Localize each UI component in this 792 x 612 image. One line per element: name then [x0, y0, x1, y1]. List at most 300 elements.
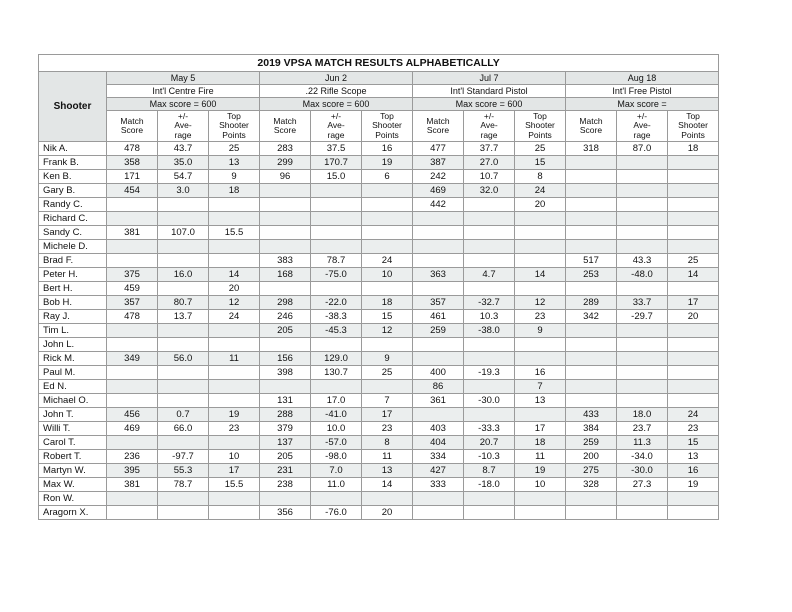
points-cell: 25 [362, 366, 413, 380]
points-cell: 15 [668, 436, 719, 450]
points-cell [362, 380, 413, 394]
match-score-cell: 342 [566, 310, 617, 324]
match-score-cell [260, 184, 311, 198]
table-row [39, 240, 719, 254]
average-diff-cell [617, 366, 668, 380]
match-score-cell [566, 324, 617, 338]
points-cell: 17 [362, 408, 413, 422]
points-cell: 17 [668, 296, 719, 310]
points-cell: 9 [515, 324, 566, 338]
match-score-cell [260, 198, 311, 212]
match-score-cell [107, 366, 158, 380]
match-score-cell: 375 [107, 268, 158, 282]
points-cell [668, 156, 719, 170]
points-cell [209, 380, 260, 394]
match-score-cell [107, 436, 158, 450]
points-cell: 18 [515, 436, 566, 450]
shooter-name: Nik A. [39, 142, 107, 156]
shooter-name: Martyn W. [39, 464, 107, 478]
points-cell: 10 [209, 450, 260, 464]
shooter-name: Rick M. [39, 352, 107, 366]
average-diff-cell [158, 212, 209, 226]
points-cell [362, 212, 413, 226]
match-score-cell [566, 198, 617, 212]
results-body [39, 142, 719, 520]
match-score-cell [260, 338, 311, 352]
points-cell: 13 [515, 394, 566, 408]
match-score-cell: 289 [566, 296, 617, 310]
average-diff-cell: 11.3 [617, 436, 668, 450]
average-diff-cell: -41.0 [311, 408, 362, 422]
points-cell: 6 [362, 170, 413, 184]
average-diff-cell [311, 492, 362, 506]
table-row [39, 142, 719, 156]
points-cell: 19 [515, 464, 566, 478]
points-cell [668, 366, 719, 380]
match-score-cell: 395 [107, 464, 158, 478]
match-score-cell [260, 282, 311, 296]
average-diff-cell: 8.7 [464, 464, 515, 478]
shooter-name: Frank B. [39, 156, 107, 170]
match-score-cell: 400 [413, 366, 464, 380]
average-diff-cell: 66.0 [158, 422, 209, 436]
average-diff-cell [617, 352, 668, 366]
table-row [39, 198, 719, 212]
match-score-cell [107, 394, 158, 408]
match-score-cell: 363 [413, 268, 464, 282]
average-diff-cell: 4.7 [464, 268, 515, 282]
points-cell: 18 [209, 184, 260, 198]
top-shooter-points-header: Top Shooter Points [668, 111, 719, 142]
match-score-cell [566, 394, 617, 408]
average-diff-cell [617, 380, 668, 394]
table-row [39, 170, 719, 184]
points-cell: 17 [515, 422, 566, 436]
points-cell [362, 338, 413, 352]
shooter-name: Aragorn X. [39, 506, 107, 520]
average-diff-cell: -29.7 [617, 310, 668, 324]
average-diff-cell: -30.0 [617, 464, 668, 478]
average-diff-cell [158, 254, 209, 268]
match-score-cell: 517 [566, 254, 617, 268]
table-row [39, 226, 719, 240]
points-cell [515, 240, 566, 254]
shooter-name: Willi T. [39, 422, 107, 436]
match-score-cell: 86 [413, 380, 464, 394]
match-score-cell: 333 [413, 478, 464, 492]
points-cell: 23 [362, 422, 413, 436]
match-score-cell: 459 [107, 282, 158, 296]
average-diff-cell: 170.7 [311, 156, 362, 170]
average-diff-cell: 16.0 [158, 268, 209, 282]
average-diff-cell: 54.7 [158, 170, 209, 184]
match-score-cell: 328 [566, 478, 617, 492]
table-row [39, 464, 719, 478]
points-cell: 20 [362, 506, 413, 520]
match-score-cell: 231 [260, 464, 311, 478]
average-diff-cell [617, 282, 668, 296]
average-diff-cell: 129.0 [311, 352, 362, 366]
average-diff-cell [464, 338, 515, 352]
average-diff-cell [617, 170, 668, 184]
match-score-cell [107, 492, 158, 506]
top-shooter-points-header: Top Shooter Points [209, 111, 260, 142]
match-score-cell: 238 [260, 478, 311, 492]
average-diff-cell: 27.3 [617, 478, 668, 492]
match-score-cell: 283 [260, 142, 311, 156]
match-event-header: Int'l Centre Fire [107, 85, 260, 98]
shooter-column-header: Shooter [39, 72, 107, 142]
average-diff-cell [617, 324, 668, 338]
match-score-cell [260, 212, 311, 226]
average-diff-cell: 10.7 [464, 170, 515, 184]
points-cell: 25 [209, 142, 260, 156]
table-row [39, 394, 719, 408]
match-score-cell [260, 380, 311, 394]
points-cell [362, 282, 413, 296]
match-score-cell [107, 254, 158, 268]
table-row [39, 478, 719, 492]
points-cell: 24 [515, 184, 566, 198]
average-diff-cell [617, 394, 668, 408]
points-cell: 23 [209, 422, 260, 436]
points-cell: 15 [362, 310, 413, 324]
average-diff-header: +/- Ave- rage [158, 111, 209, 142]
points-cell: 13 [668, 450, 719, 464]
average-diff-cell [464, 380, 515, 394]
average-diff-header: +/- Ave- rage [617, 111, 668, 142]
points-cell [515, 408, 566, 422]
shooter-name: Max W. [39, 478, 107, 492]
average-diff-cell: 15.0 [311, 170, 362, 184]
points-cell: 15.5 [209, 478, 260, 492]
match-score-cell: 96 [260, 170, 311, 184]
table-row [39, 450, 719, 464]
table-title: 2019 VPSA MATCH RESULTS ALPHABETICALLY [39, 55, 719, 72]
match-score-cell: 384 [566, 422, 617, 436]
points-cell [668, 352, 719, 366]
points-cell [362, 240, 413, 254]
points-cell: 7 [362, 394, 413, 408]
average-diff-cell: 20.7 [464, 436, 515, 450]
average-diff-cell [311, 198, 362, 212]
points-cell: 9 [209, 170, 260, 184]
average-diff-cell: -33.3 [464, 422, 515, 436]
shooter-name: Michael O. [39, 394, 107, 408]
average-diff-cell: 43.3 [617, 254, 668, 268]
table-row [39, 422, 719, 436]
average-diff-cell [464, 254, 515, 268]
match-score-cell: 469 [107, 422, 158, 436]
match-score-cell [260, 240, 311, 254]
match-score-cell: 156 [260, 352, 311, 366]
shooter-name: Ken B. [39, 170, 107, 184]
average-diff-cell [464, 198, 515, 212]
points-cell: 23 [515, 310, 566, 324]
average-diff-cell: 43.7 [158, 142, 209, 156]
average-diff-cell: 3.0 [158, 184, 209, 198]
shooter-name: Paul M. [39, 366, 107, 380]
points-cell [668, 226, 719, 240]
match-score-cell [107, 506, 158, 520]
points-cell [515, 338, 566, 352]
average-diff-cell [311, 282, 362, 296]
points-cell [209, 436, 260, 450]
results-table [38, 54, 719, 520]
points-cell: 24 [668, 408, 719, 422]
average-diff-cell: -97.7 [158, 450, 209, 464]
average-diff-cell [158, 380, 209, 394]
match-score-cell: 387 [413, 156, 464, 170]
points-cell: 16 [515, 366, 566, 380]
match-event-header: Int'l Free Pistol [566, 85, 719, 98]
match-score-cell [107, 240, 158, 254]
points-cell: 11 [209, 352, 260, 366]
shooter-name: Ray J. [39, 310, 107, 324]
match-date-header: May 5 [107, 72, 260, 85]
average-diff-cell [617, 212, 668, 226]
match-score-cell: 433 [566, 408, 617, 422]
match-score-cell: 357 [413, 296, 464, 310]
table-row [39, 254, 719, 268]
table-row [39, 408, 719, 422]
points-cell: 15.5 [209, 226, 260, 240]
match-score-cell [566, 380, 617, 394]
shooter-name: Sandy C. [39, 226, 107, 240]
average-diff-cell: 33.7 [617, 296, 668, 310]
match-score-cell [566, 170, 617, 184]
match-score-cell [107, 198, 158, 212]
average-diff-cell: 17.0 [311, 394, 362, 408]
average-diff-cell [617, 338, 668, 352]
average-diff-cell [158, 436, 209, 450]
match-score-cell: 357 [107, 296, 158, 310]
average-diff-cell: -38.0 [464, 324, 515, 338]
average-diff-cell: 35.0 [158, 156, 209, 170]
match-max-score-header: Max score = 600 [107, 98, 260, 111]
average-diff-cell: -30.0 [464, 394, 515, 408]
match-score-cell: 253 [566, 268, 617, 282]
average-diff-cell: 80.7 [158, 296, 209, 310]
match-max-score-header: Max score = 600 [413, 98, 566, 111]
match-score-cell: 299 [260, 156, 311, 170]
points-cell [668, 170, 719, 184]
average-diff-cell: 23.7 [617, 422, 668, 436]
match-score-cell: 442 [413, 198, 464, 212]
average-diff-cell: -38.3 [311, 310, 362, 324]
points-cell [668, 338, 719, 352]
match-score-cell: 288 [260, 408, 311, 422]
average-diff-header: +/- Ave- rage [311, 111, 362, 142]
shooter-name: Bob H. [39, 296, 107, 310]
points-cell: 14 [362, 478, 413, 492]
match-score-cell: 403 [413, 422, 464, 436]
average-diff-cell: -18.0 [464, 478, 515, 492]
average-diff-cell [464, 212, 515, 226]
match-score-cell: 461 [413, 310, 464, 324]
match-score-cell: 259 [413, 324, 464, 338]
points-cell [668, 240, 719, 254]
average-diff-cell [158, 492, 209, 506]
points-cell [209, 394, 260, 408]
table-row [39, 380, 719, 394]
points-cell: 14 [209, 268, 260, 282]
shooter-name: Tim L. [39, 324, 107, 338]
average-diff-cell [311, 184, 362, 198]
points-cell: 16 [362, 142, 413, 156]
average-diff-cell [617, 240, 668, 254]
points-cell: 13 [209, 156, 260, 170]
shooter-name: Ron W. [39, 492, 107, 506]
match-score-cell [413, 282, 464, 296]
average-diff-cell: 37.5 [311, 142, 362, 156]
points-cell [209, 492, 260, 506]
match-score-cell: 171 [107, 170, 158, 184]
match-score-cell: 275 [566, 464, 617, 478]
points-cell [362, 226, 413, 240]
average-diff-cell: -76.0 [311, 506, 362, 520]
points-cell: 19 [209, 408, 260, 422]
match-score-cell: 454 [107, 184, 158, 198]
table-row [39, 282, 719, 296]
average-diff-cell [464, 492, 515, 506]
match-score-cell [260, 492, 311, 506]
points-cell [668, 184, 719, 198]
match-score-cell [413, 408, 464, 422]
shooter-name: Robert T. [39, 450, 107, 464]
top-shooter-points-header: Top Shooter Points [515, 111, 566, 142]
points-cell: 10 [515, 478, 566, 492]
average-diff-cell [464, 352, 515, 366]
average-diff-cell: -19.3 [464, 366, 515, 380]
average-diff-cell [158, 506, 209, 520]
points-cell [668, 380, 719, 394]
shooter-name: Carol T. [39, 436, 107, 450]
match-score-cell: 383 [260, 254, 311, 268]
points-cell [209, 338, 260, 352]
average-diff-cell [617, 156, 668, 170]
average-diff-cell: 18.0 [617, 408, 668, 422]
match-date-header: Aug 18 [566, 72, 719, 85]
points-cell [668, 282, 719, 296]
match-score-cell: 242 [413, 170, 464, 184]
points-cell: 24 [362, 254, 413, 268]
match-score-cell: 358 [107, 156, 158, 170]
shooter-name: Michele D. [39, 240, 107, 254]
average-diff-cell: 27.0 [464, 156, 515, 170]
match-score-cell: 398 [260, 366, 311, 380]
average-diff-cell [617, 184, 668, 198]
points-cell: 11 [362, 450, 413, 464]
points-cell: 12 [515, 296, 566, 310]
match-score-cell: 381 [107, 226, 158, 240]
match-score-header: Match Score [260, 111, 311, 142]
match-score-header: Match Score [413, 111, 464, 142]
points-cell: 13 [362, 464, 413, 478]
match-score-cell [413, 352, 464, 366]
points-cell [515, 492, 566, 506]
shooter-name: Gary B. [39, 184, 107, 198]
table-row [39, 268, 719, 282]
average-diff-cell: 10.3 [464, 310, 515, 324]
average-diff-cell: -75.0 [311, 268, 362, 282]
match-score-cell: 349 [107, 352, 158, 366]
average-diff-cell: 107.0 [158, 226, 209, 240]
points-cell [515, 352, 566, 366]
average-diff-cell: 130.7 [311, 366, 362, 380]
average-diff-cell: -57.0 [311, 436, 362, 450]
match-score-cell [566, 492, 617, 506]
match-score-cell [566, 156, 617, 170]
match-score-cell [413, 492, 464, 506]
match-event-header: Int'l Standard Pistol [413, 85, 566, 98]
average-diff-cell [158, 198, 209, 212]
table-row [39, 492, 719, 506]
points-cell [515, 226, 566, 240]
match-score-cell [107, 324, 158, 338]
average-diff-cell: 87.0 [617, 142, 668, 156]
points-cell [362, 184, 413, 198]
points-cell [209, 198, 260, 212]
points-cell [668, 198, 719, 212]
shooter-name: Ed N. [39, 380, 107, 394]
average-diff-cell [158, 366, 209, 380]
average-diff-header: +/- Ave- rage [464, 111, 515, 142]
average-diff-cell: 56.0 [158, 352, 209, 366]
average-diff-cell: 10.0 [311, 422, 362, 436]
match-score-cell: 246 [260, 310, 311, 324]
average-diff-cell: 7.0 [311, 464, 362, 478]
match-score-cell: 478 [107, 310, 158, 324]
average-diff-cell [464, 408, 515, 422]
points-cell [209, 324, 260, 338]
match-score-cell [566, 184, 617, 198]
points-cell [515, 506, 566, 520]
points-cell [209, 506, 260, 520]
average-diff-cell: -48.0 [617, 268, 668, 282]
points-cell: 19 [668, 478, 719, 492]
match-score-cell: 259 [566, 436, 617, 450]
average-diff-cell: 0.7 [158, 408, 209, 422]
average-diff-cell [617, 492, 668, 506]
points-cell [668, 394, 719, 408]
points-cell [515, 254, 566, 268]
points-cell: 19 [362, 156, 413, 170]
match-score-cell [413, 338, 464, 352]
match-max-score-header: Max score = [566, 98, 719, 111]
table-row [39, 506, 719, 520]
match-score-cell: 200 [566, 450, 617, 464]
match-score-cell: 205 [260, 324, 311, 338]
match-score-cell: 379 [260, 422, 311, 436]
match-score-cell [413, 226, 464, 240]
average-diff-cell [158, 324, 209, 338]
match-score-cell: 236 [107, 450, 158, 464]
points-cell: 7 [515, 380, 566, 394]
match-score-cell [413, 240, 464, 254]
match-score-cell [107, 380, 158, 394]
points-cell: 15 [515, 156, 566, 170]
match-score-cell: 318 [566, 142, 617, 156]
points-cell: 25 [668, 254, 719, 268]
points-cell: 20 [209, 282, 260, 296]
points-cell: 8 [362, 436, 413, 450]
points-cell: 14 [668, 268, 719, 282]
points-cell [362, 198, 413, 212]
average-diff-cell [464, 282, 515, 296]
points-cell: 12 [362, 324, 413, 338]
match-score-cell [566, 352, 617, 366]
